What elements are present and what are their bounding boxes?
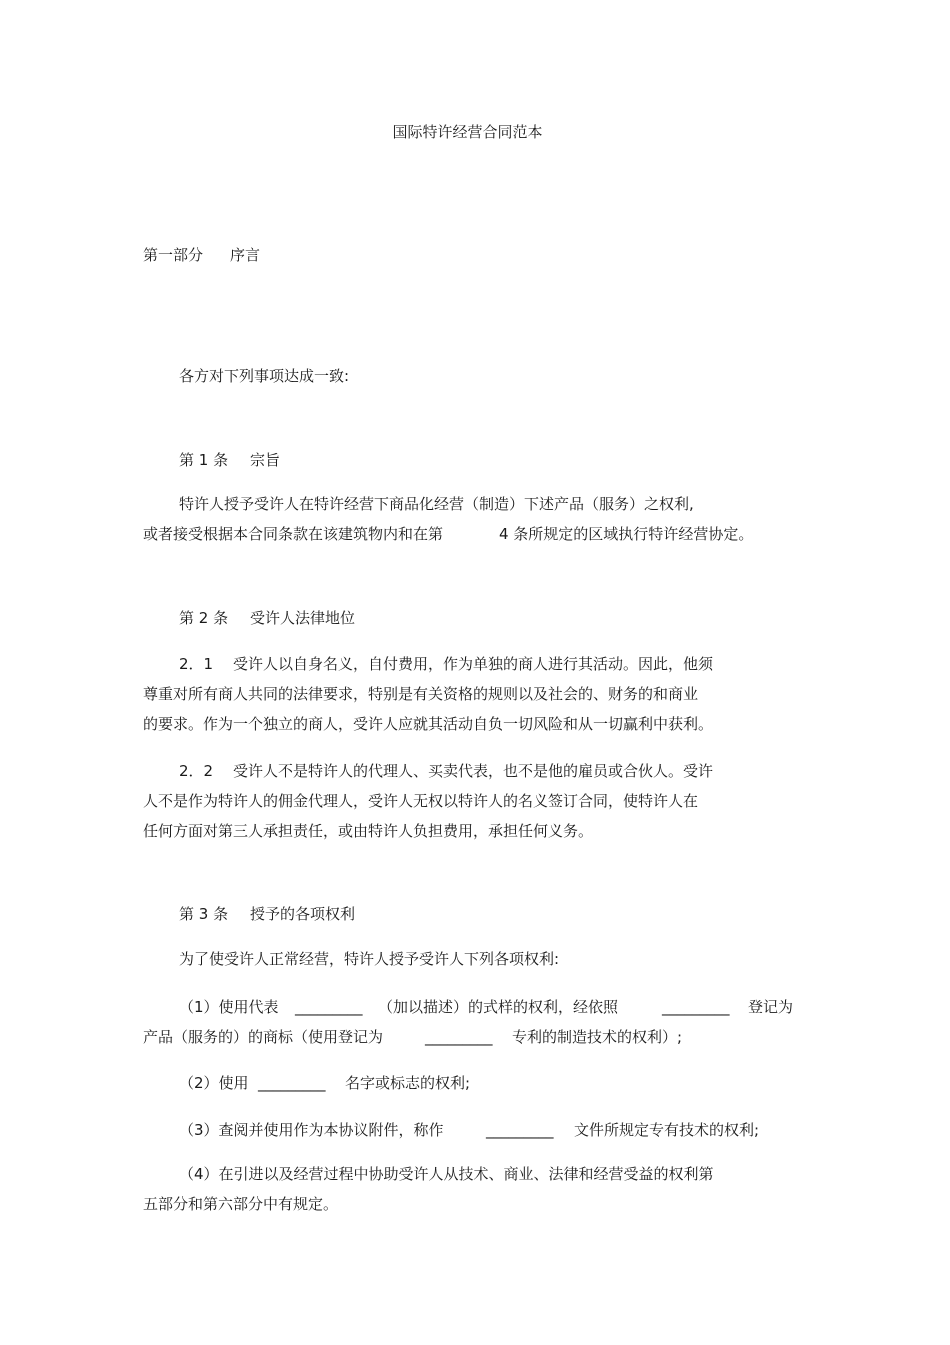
item-3-text: 文件所规定专有技术的权利;	[574, 1121, 760, 1139]
clause-2-1-line: 受许人以自身名义，自付费用，作为单独的商人进行其活动。因此，他须	[233, 655, 714, 673]
item-1-text: 产品（服务的）的商标（使用登记为	[143, 1028, 384, 1046]
item-3-text: （3）查阅并使用作为本协议附件，称作	[179, 1121, 444, 1139]
article-2-number: 第 2 条	[179, 609, 229, 627]
clause-2-1-number: 2．1	[179, 655, 214, 673]
item-2-text: （2）使用	[179, 1074, 249, 1092]
article-1-title: 宗旨	[250, 451, 281, 469]
article-1-number: 第 1 条	[179, 451, 229, 469]
item-1-blank: _________	[425, 1028, 493, 1046]
part-label: 第一部分	[143, 246, 204, 264]
clause-2-1-line: 尊重对所有商人共同的法律要求，特别是有关资格的规则以及社会的、财务的和商业	[143, 685, 699, 703]
clause-2-2-line: 人不是作为特许人的佣金代理人，受许人无权以特许人的名义签订合同，使特许人在	[143, 792, 699, 810]
document-title: 国际特许经营合同范本	[392, 123, 543, 141]
article-3-number: 第 3 条	[179, 905, 229, 923]
item-1-text: （加以描述）的式样的权利，经依照	[378, 998, 619, 1016]
clause-2-1-line: 的要求。作为一个独立的商人，受许人应就其活动自负一切风险和从一切赢利中获利。	[143, 715, 714, 733]
item-2-text: 名字或标志的权利;	[345, 1074, 471, 1092]
clause-2-2-line: 任何方面对第三人承担责任，或由特许人负担费用，承担任何义务。	[143, 822, 594, 840]
item-1-blank: _________	[662, 998, 730, 1016]
item-4-line: （4）在引进以及经营过程中协助受许人从技术、商业、法律和经营受益的权利第	[179, 1165, 714, 1183]
article-1-paragraph-line: 或者接受根据本合同条款在该建筑物内和在第	[143, 525, 444, 543]
item-2-blank: _________	[258, 1074, 326, 1092]
article-1-paragraph-line: 特许人授予受许人在特许经营下商品化经营（制造）下述产品（服务）之权利,	[179, 495, 694, 513]
item-1-blank: _________	[295, 998, 363, 1016]
intro-text: 各方对下列事项达成一致:	[179, 367, 350, 385]
article-1-paragraph-line: 4 条所规定的区域执行特许经营协定。	[499, 525, 754, 543]
item-1-text: （1）使用代表	[179, 998, 279, 1016]
clause-2-2-line: 受许人不是特许人的代理人、买卖代表，也不是他的雇员或合伙人。受许	[233, 762, 714, 780]
item-1-text: 登记为	[748, 998, 794, 1016]
item-1-text: 专利的制造技术的权利）;	[512, 1028, 683, 1046]
part-name: 序言	[230, 246, 261, 264]
article-2-title: 受许人法律地位	[250, 609, 356, 627]
article-3-lead: 为了使受许人正常经营，特许人授予受许人下列各项权利:	[179, 950, 560, 968]
item-4-line: 五部分和第六部分中有规定。	[143, 1195, 339, 1213]
article-3-title: 授予的各项权利	[250, 905, 356, 923]
item-3-blank: _________	[486, 1121, 554, 1139]
clause-2-2-number: 2．2	[179, 762, 214, 780]
